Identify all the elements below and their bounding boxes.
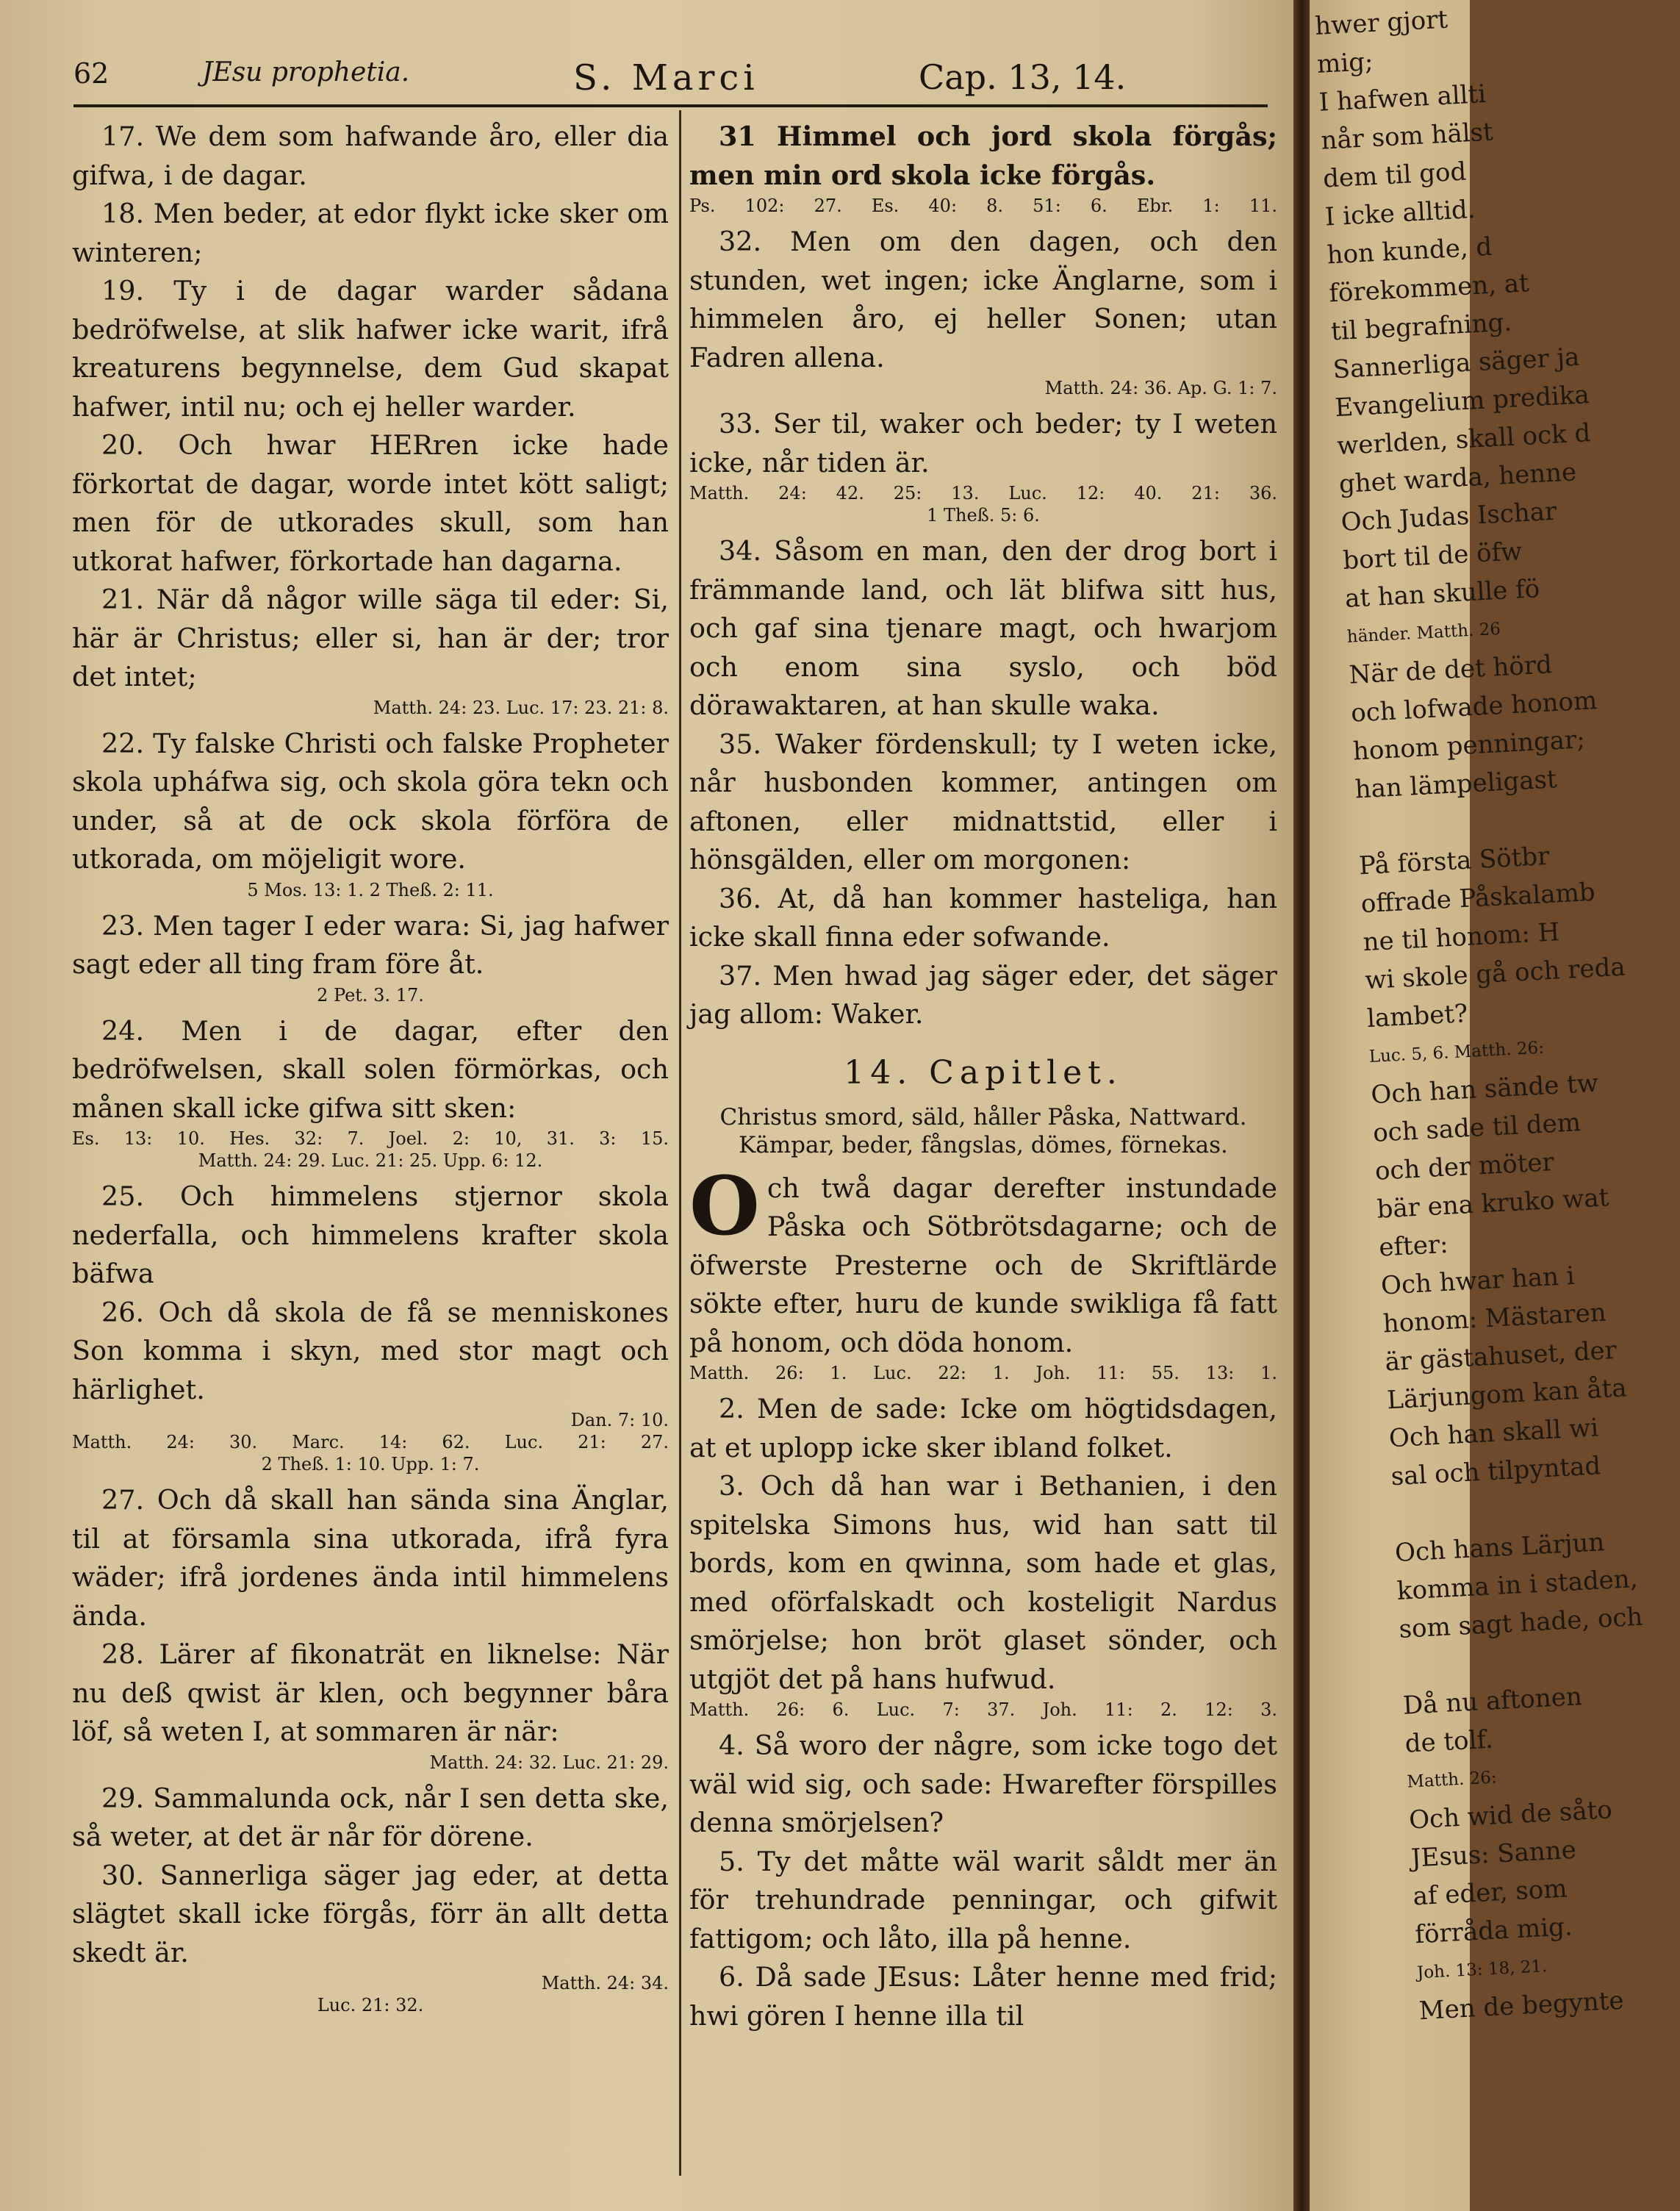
facing-page-line: ghet warda, henne	[1338, 457, 1578, 500]
facing-page-line: JEsus: Sanne	[1410, 1835, 1577, 1874]
cross-reference: 2 Pet. 3. 17.	[317, 984, 424, 1006]
verse-34: 34. Såsom en man, den der drog bort i främmande land, och lät blifwa sitt hus, och gaf sina tjenare magt, och hwarjom och enom sina syslo, och böd dörawaktaren, at han skulle waka.	[689, 535, 1277, 721]
verse-28: 28. Lärer af fikonaträt en liknelse: När nu deß qwist är klen, och begynner båra löf, så weten I, at sommaren är när:	[72, 1638, 669, 1747]
facing-page-line: han lämpeligast	[1354, 764, 1558, 805]
chapter-heading: Cap. 13, 14.	[919, 57, 1127, 97]
facing-page-line: och der möter	[1374, 1147, 1555, 1186]
cross-reference: Matth. 26: 6. Luc. 7: 37. Joh. 11: 2. 12: 3.	[689, 1699, 1277, 1720]
header-rule	[73, 104, 1268, 107]
verse-27: 27. Och då skall han sända sina Änglar, til at församla sina utkorada, ifrå fyra wäder; ifrå jordenes ända intil himmelens ända.	[72, 1484, 669, 1632]
cross-reference: Matth. 24: 29. Luc. 21: 25. Upp. 6: 12.	[198, 1150, 543, 1171]
page-number: 62	[73, 57, 110, 90]
verse-20: 20. Och hwar HERren icke hade förkortat de dagar, worde intet kött saligt; men för de utkorades skull, som han utkorat hafwer, förkortade han dagarna.	[72, 429, 669, 577]
facing-page-line: är gästahuset, der	[1384, 1335, 1618, 1377]
facing-page-line: Då nu aftonen	[1402, 1682, 1583, 1721]
facing-page-line: til begrafning.	[1330, 307, 1513, 347]
facing-page-line: efter:	[1378, 1229, 1449, 1263]
facing-page-line: af eder, som	[1412, 1874, 1568, 1912]
verse-6: 6. Då sade JEsus: Låter henne med frid; hwi gören I henne illa til	[689, 1961, 1277, 2032]
facing-page-line: Men de begynte	[1418, 1985, 1625, 2027]
facing-page-line: Och han skall wi	[1388, 1413, 1600, 1454]
chapter-summary: Christus smord, säld, håller Påska, Nattward. Kämpar, beder, fångslas, dömes, förnekas.	[719, 1103, 1247, 1158]
cross-reference: Matth. 24: 32. Luc. 21: 29.	[429, 1752, 669, 1773]
facing-page-line: komma in i staden,	[1396, 1563, 1639, 1607]
facing-page-line: hwer gjort	[1314, 4, 1449, 41]
verse-23: 23. Men tager I eder wara: Si, jag hafwer sagt eder all ting fram före åt.	[72, 909, 669, 980]
cross-reference: Matth. 24: 42. 25: 13. Luc. 12: 40. 21: 36.	[689, 483, 1277, 504]
book-gutter	[1293, 0, 1310, 2211]
verse-21: 21. När då någor wille säga til eder: Si, här är Christus; eller si, han är der; tror det intet;	[72, 584, 669, 692]
verse-32: 32. Men om den dagen, och den stunden, wet ingen; icke Änglarne, som i himmelen åro, ej heller Sonen; utan Fadren allena.	[689, 226, 1277, 373]
facing-page-line: I icke alltid.	[1324, 194, 1476, 232]
cross-reference: 2 Theß. 1: 10. Upp. 1: 7.	[261, 1454, 480, 1474]
cross-reference: Matth. 24: 36. Ap. G. 1: 7.	[1044, 378, 1277, 398]
verse-30: 30. Sannerliga säger jag eder, at detta slägtet skall icke förgås, förr än allt detta skedt är.	[72, 1859, 669, 1968]
verse-35: 35. Waker fördenskull; ty I weten icke, når husbonden kommer, antingen om aftonen, eller midnattstid, eller i hönsgälden, eller om morgonen:	[689, 728, 1277, 875]
verse-36: 36. At, då han kommer hasteliga, han icke skall finna eder sofwande.	[689, 882, 1277, 953]
page-header	[73, 57, 1264, 109]
verse-2: 2. Men de sade: Icke om högtidsdagen, at et uplopp icke sker ibland folket.	[689, 1393, 1277, 1463]
facing-page-line: förekommen, at	[1328, 268, 1530, 309]
left-column	[72, 118, 669, 2198]
right-column	[689, 118, 1277, 2198]
verse-1-text: ch twå dagar derefter instundade Påska och Sötbrötsdagarne; och de öfwerste Presterne och de Skriftlärde sökte efter, huru de kunde swikliga få fatt på honom, och döda honom.	[689, 1172, 1277, 1358]
verse-4: 4. Så woro der någre, som icke togo det wäl wid sig, och sade: Hwarefter förspilles denna smörjelsen?	[689, 1730, 1277, 1838]
facing-page-line: Och hwar han i	[1380, 1261, 1576, 1301]
verse-33: 33. Ser til, waker och beder; ty I weten icke, når tiden är.	[689, 408, 1277, 479]
facing-page-line: de tolf.	[1404, 1724, 1494, 1759]
verse-26: 26. Och då skola de få se menniskones Son komma i skyn, med stor magt och härlighet.	[72, 1296, 669, 1405]
running-title: JEsu prophetia.	[202, 57, 410, 87]
cross-reference: 5 Mos. 13: 1. 2 Theß. 2: 11.	[247, 879, 494, 900]
cross-reference: Luc. 21: 32.	[317, 1995, 424, 2015]
verse-1	[689, 1158, 1277, 1363]
facing-page-line: mig;	[1316, 46, 1374, 79]
facing-page-line: Luc. 5, 6. Matth. 26:	[1368, 1038, 1545, 1067]
facing-page-line: och sade til dem	[1372, 1108, 1582, 1148]
facing-page-line: når som hälst	[1320, 117, 1494, 156]
facing-page-line: och lofwade honom	[1350, 686, 1598, 728]
drop-capital: O	[689, 1158, 760, 1253]
facing-page-line: Och hans Lärjun	[1394, 1527, 1606, 1569]
facing-page-line: Och han sände tw	[1370, 1068, 1599, 1110]
verse-25: 25. Och himmelens stjernor skola nederfalla, och himmelens krafter skola bäfwa	[72, 1180, 669, 1289]
facing-page-line: honom penningar;	[1352, 725, 1586, 767]
facing-page-line: wi skole gå och reda	[1364, 952, 1626, 996]
verse-31: 31 Himmel och jord skola förgås; men min ord skola icke förgås.	[689, 121, 1277, 191]
facing-page-line: werlden, skall ock d	[1336, 418, 1592, 462]
facing-page-line: sal och tilpyntad	[1390, 1451, 1602, 1492]
facing-page-line: I hafwen allti	[1318, 79, 1487, 118]
facing-page-line: Och wid de såto	[1408, 1795, 1613, 1835]
cross-reference: Es. 13: 10. Hes. 32: 7. Joel. 2: 10, 31. 3: 15.	[72, 1128, 669, 1149]
verse-22: 22. Ty falske Christi och falske Propheter skola upháfwa sig, och skola göra tekn och under, så at de ock skola förföra de utkorada, om möjeligit wore.	[72, 727, 669, 875]
facing-page-line: När de det hörd	[1348, 650, 1553, 690]
facing-page-line: Evangelium predika	[1334, 380, 1590, 423]
facing-page-line: Och Judas Ischar	[1340, 496, 1558, 538]
facing-page-line: dem til god	[1322, 157, 1468, 194]
cross-reference: Matth. 26: 1. Luc. 22: 1. Joh. 11: 55. 13: 1.	[689, 1363, 1277, 1383]
verse-24: 24. Men i de dagar, efter den bedröfwelsen, skall solen förmörkas, och månen skall icke gifwa sitt sken:	[72, 1014, 669, 1124]
facing-page-line: som sagt hade, och	[1398, 1602, 1644, 1644]
verse-37: 37. Men hwad jag säger eder, det säger jag allom: Waker.	[689, 959, 1277, 1030]
cross-reference: Ps. 102: 27. Es. 40: 8. 51: 6. Ebr. 1: 11.	[689, 196, 1277, 216]
facing-page-line: förråda mig.	[1414, 1912, 1573, 1950]
facing-page-line: at han skulle fö	[1344, 574, 1541, 614]
chapter-title: 14. Capitlet.	[844, 1053, 1123, 1092]
facing-page-line: händer. Matth. 26	[1346, 619, 1501, 647]
verse-5: 5. Ty det måtte wäl warit såldt mer än för trehundrade penningar, och gifwit fattigom; och låto, illa på henne.	[689, 1845, 1277, 1954]
cross-reference: Matth. 24: 30. Marc. 14: 62. Luc. 21: 27.	[72, 1432, 669, 1452]
facing-page-line: Sannerliga säger ja	[1332, 342, 1581, 385]
facing-page-line: offrade Påskalamb	[1360, 877, 1596, 920]
facing-page-line: ne til honom: H	[1362, 917, 1561, 958]
verse-19: 19. Ty i de dagar warder sådana bedröfwelse, at slik hafwer icke warit, ifrå kreaturens begynnelse, dem Gud skapat hafwer, intil nu; och ej heller warder.	[72, 275, 669, 423]
verse-3: 3. Och då han war i Bethanien, i den spitelska Simons hus, wid han satt til bords, kom en qwinna, som hade et glas, med oförfalskadt och kosteligit Nardus smörjelse; hon bröt glaset sönder, och utgjöt det på hans hufwud.	[689, 1470, 1277, 1695]
facing-page-edge	[1310, 0, 1644, 2211]
facing-page-line: Lärjungom kan åta	[1386, 1373, 1628, 1416]
facing-page-line: Matth. 26:	[1406, 1768, 1498, 1792]
facing-page-line: Joh. 13: 18, 21.	[1416, 1957, 1548, 1983]
column-divider	[679, 110, 681, 2176]
verse-17: 17. We dem som hafwande åro, eller dia gifwa, i de dagar.	[72, 121, 669, 191]
facing-page-line: bär ena kruko wat	[1376, 1183, 1610, 1225]
verse-18: 18. Men beder, at edor flykt icke sker om winteren;	[72, 198, 669, 268]
book-title: S. Marci	[573, 57, 759, 98]
cross-reference: Matth. 24: 34.	[541, 1973, 669, 1993]
cross-reference: Matth. 24: 23. Luc. 17: 23. 21: 8.	[373, 697, 669, 718]
cross-reference: 1 Theß. 5: 6.	[927, 505, 1040, 526]
verse-29: 29. Sammalunda ock, når I sen detta ske, så weter, at det är når för dörene.	[72, 1782, 669, 1852]
facing-page-line: På första Sötbr	[1358, 841, 1551, 881]
facing-page-line: honom: Mästaren	[1382, 1297, 1607, 1339]
facing-page-line: bort til de öfw	[1342, 537, 1523, 576]
facing-page-line: hon kunde, d	[1326, 232, 1493, 270]
facing-page-line: lambet?	[1366, 998, 1469, 1034]
cross-reference: Dan. 7: 10.	[570, 1410, 669, 1430]
